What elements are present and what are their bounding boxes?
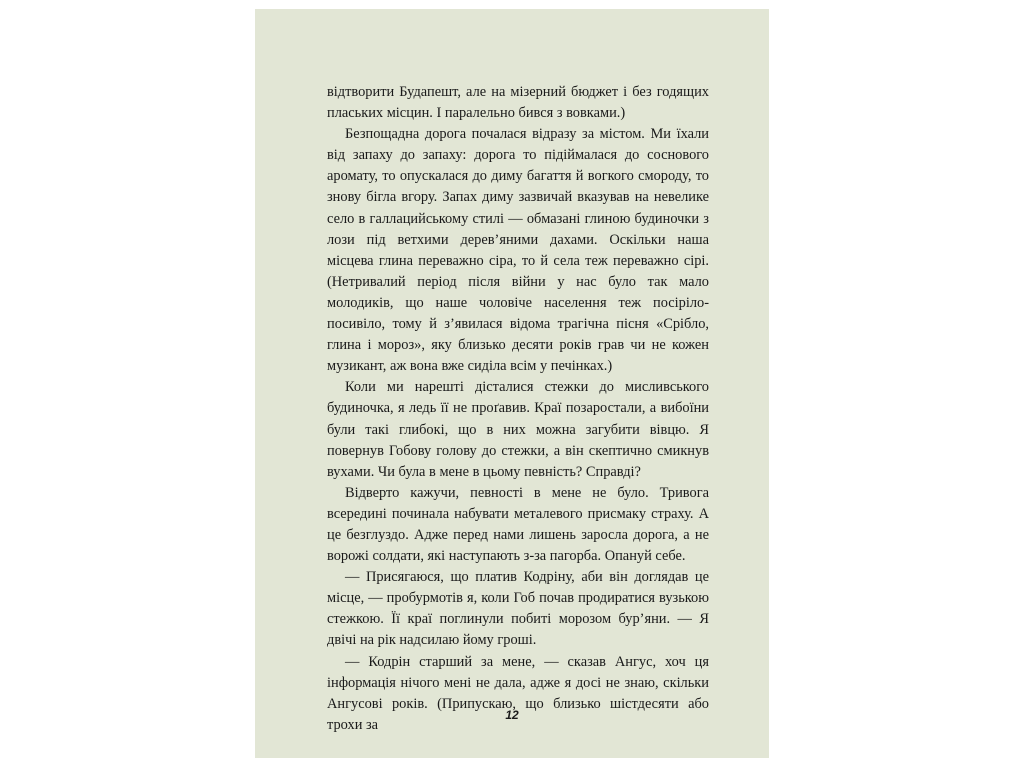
paragraph-4: Відверто кажучи, певності в мене не було. Тривога всередині починала набувати металевого присмаку страху. А це безглуздо. Адже перед нами лишень заросла дорога, а не ворожі солдати, які наступають з-за пагорба. Опануй себе. (327, 484, 709, 565)
page-number: 12 (505, 708, 519, 722)
paragraph-2: Безпощадна дорога почалася відразу за містом. Ми їхали від запаху до запаху: дорога то підіймалася до соснового аромату, то опускалася до диму багаття й вогкого смороду, то знову бігла вгору. Запах диму зазвичай вказував на невелике село в галлацийському стилі — обмазані глиною будиночки з лози під ветхими дерев’яними дахами. Оскільки наша місцева глина переважно сіра, то й села теж переважно сірі. (Нетривалий період після війни у нас було так мало молодиків, що наше чоловіче населення теж посіріло-посивіло, тому й з’явилася відома трагічна пісня «Срібло, глина і мороз», яку близько десяти років грав чи не кожен музикант, аж вона вже сиділа всім у печінках.) (327, 126, 709, 375)
paragraph-6: — Кодрін старший за мене, — сказав Ангус, хоч ця інформація нічого мені не дала, адже я досі не знаю, скільки Ангусові років. (Припускаю, що близько шістдесяти або трохи за (327, 653, 709, 733)
paragraph-5: — Присягаюся, що платив Кодріну, аби він доглядав це місце, — пробурмотів я, коли Гоб почав продиратися вузькою стежкою. Її краї поглинули побиті морозом бур’яни. — Я двічі на рік надсилаю йому гроші. (327, 569, 709, 649)
paragraph-1: відтворити Будапешт, але на мізерний бюджет і без годящих плаських місцин. І паралельно бився з вовками.) (327, 84, 709, 122)
paragraph-3: Коли ми нарешті дісталися стежки до мисливського будиночка, я ледь її не проґавив. Краї позаростали, а вибоїни були такі глибокі, що в них можна загубити вівцю. Я повернув Гобову голову до стежки, а він скептично смикнув вухами. Чи була в мене в цьому певність? Справді? (327, 379, 709, 480)
book-page (255, 9, 769, 758)
body-text (327, 82, 709, 736)
